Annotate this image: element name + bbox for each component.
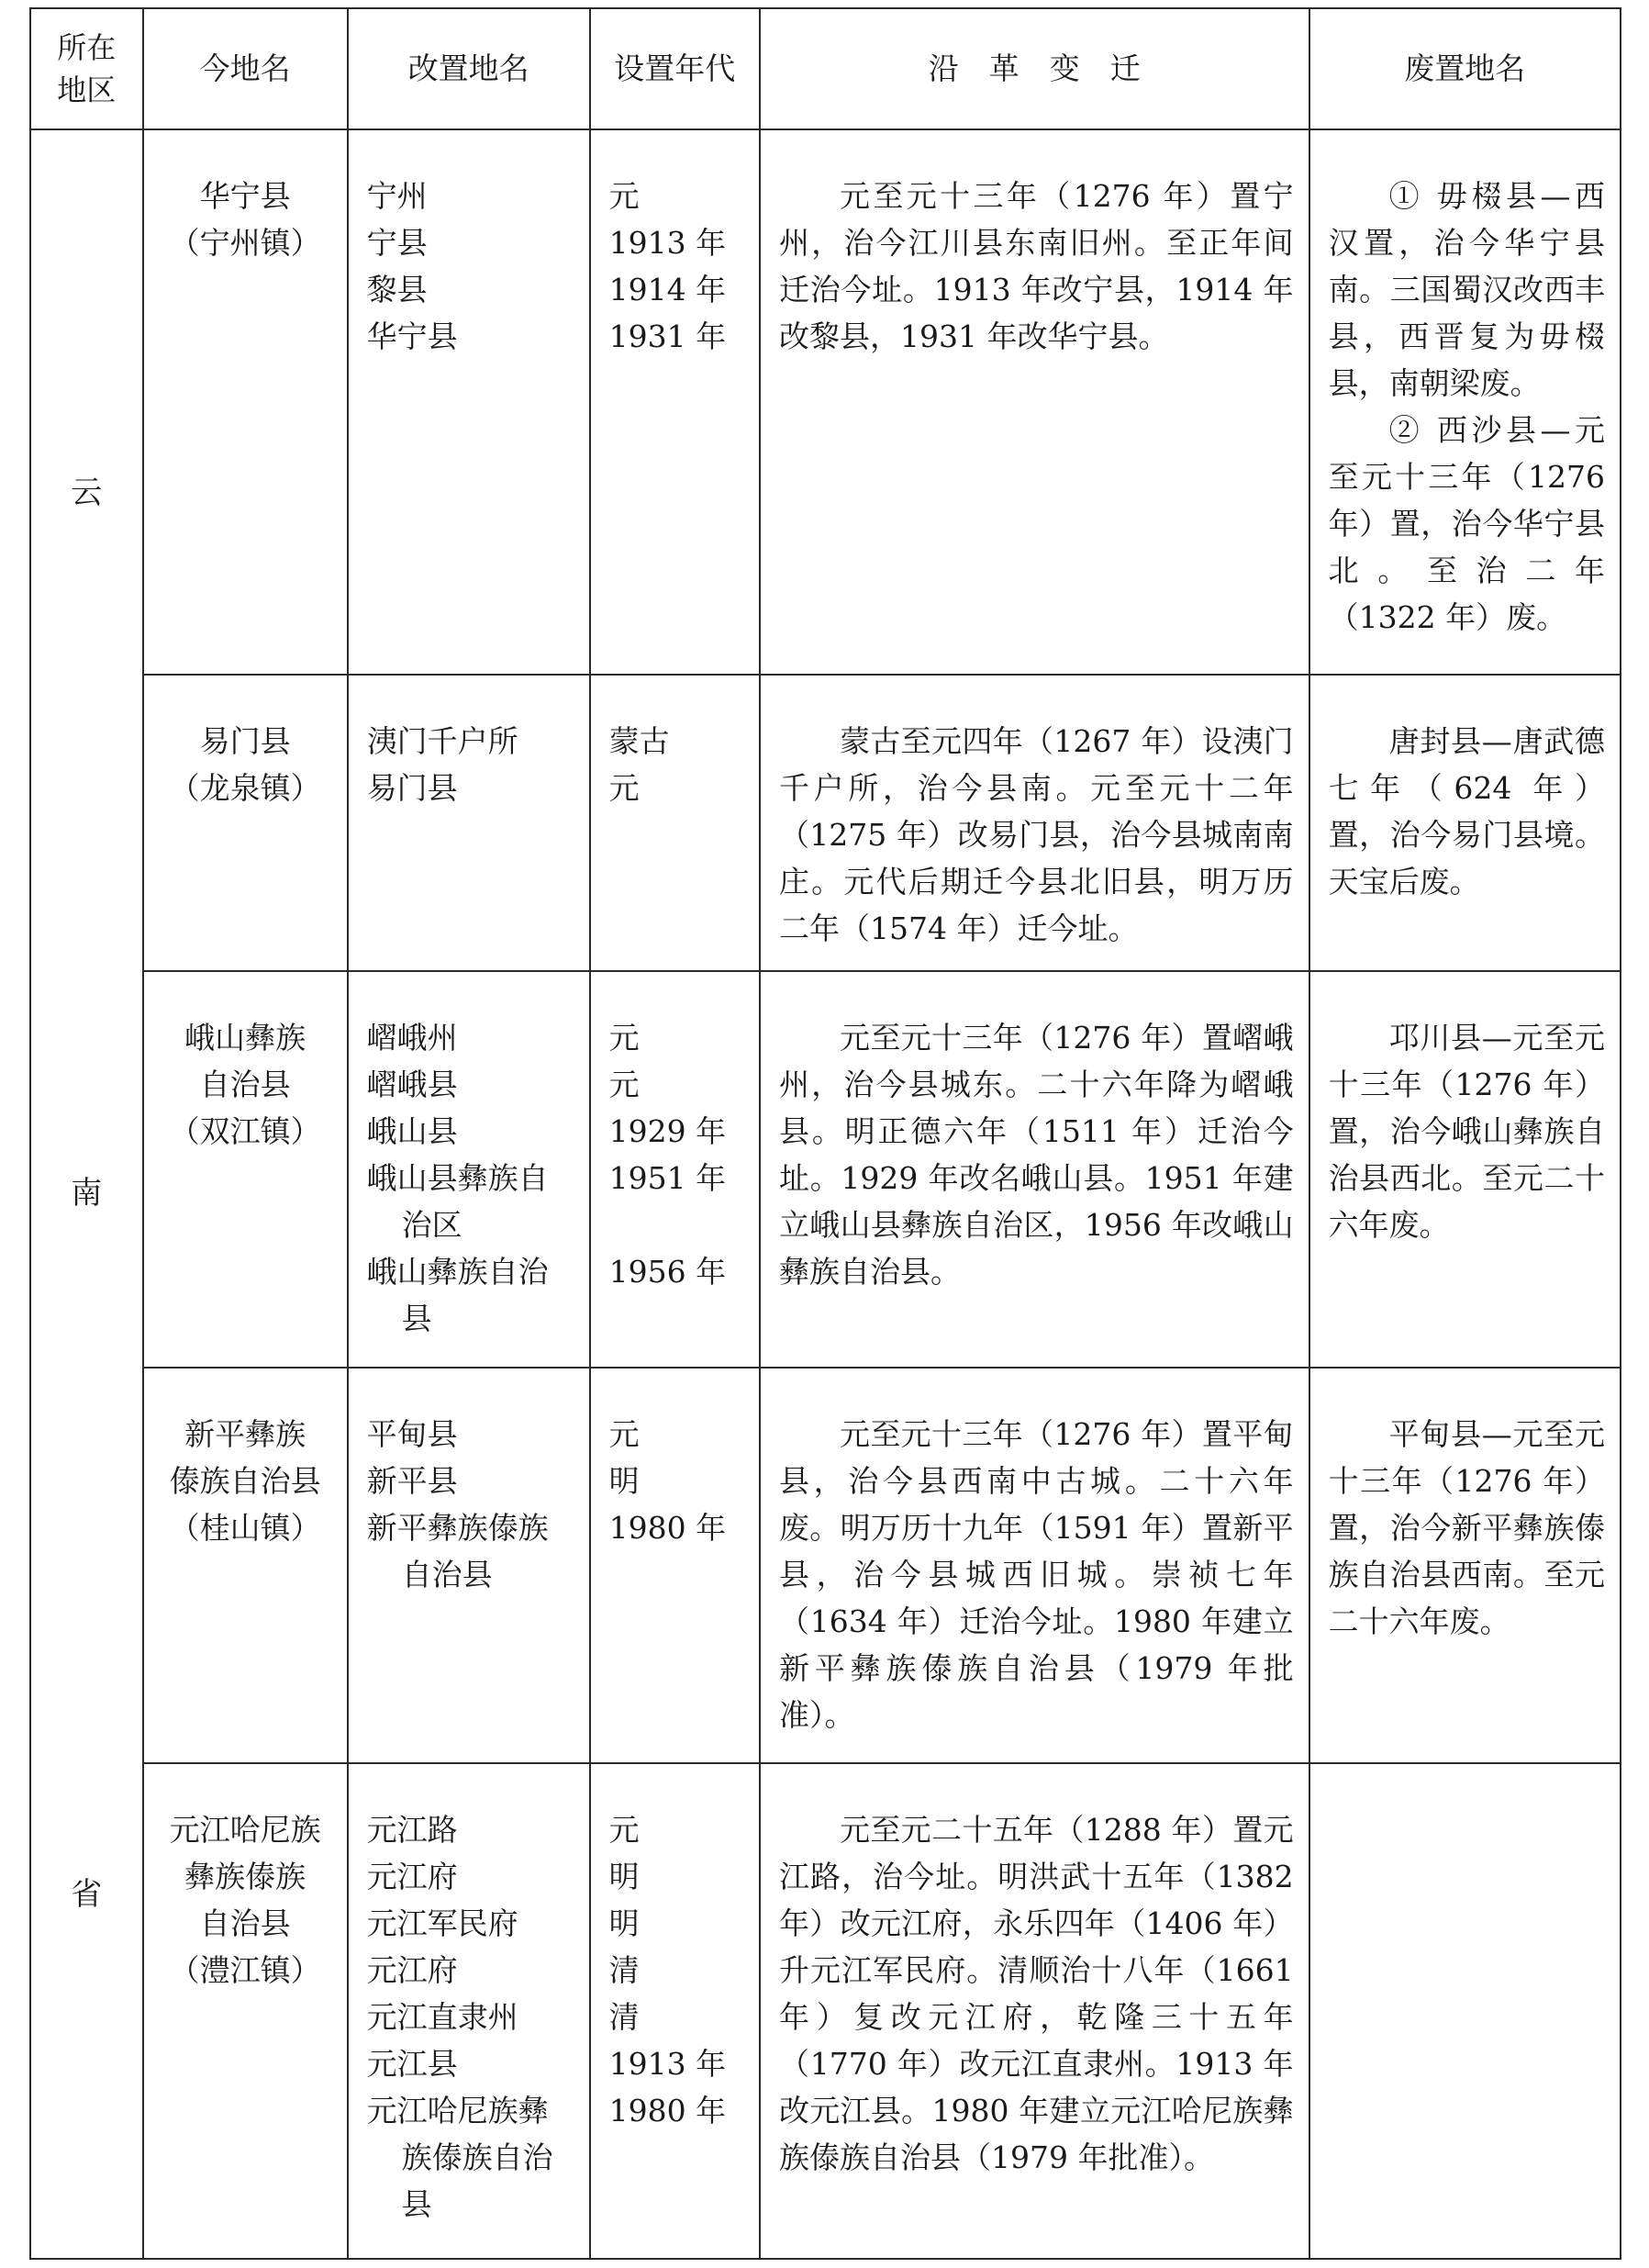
- history-text: 元至元二十五年（1288 年）置元江路，治今址。明洪武十五年（1382 年）改元江府，永乐四年（1406 年）升元江军民府。清顺治十八年（1661 年）复改元江府，乾隆三十五年（1770 年）改元江直隶州。1913 年改元江县。1980 年建立元江哈尼族彝族傣族自治县（1979 年批准）。: [778, 1811, 1294, 2175]
- renamed-cell: [348, 1763, 590, 2259]
- renamed-name: 宁县: [366, 225, 428, 261]
- header-renamed-name: 改置地名: [348, 8, 590, 129]
- table-row: [30, 1368, 1621, 1763]
- era-value: 1913 年: [608, 2045, 727, 2082]
- header-region: 所在 地区: [30, 8, 143, 129]
- abolished-cell: [1309, 971, 1621, 1367]
- renamed-name: 峨山彝族自治县: [366, 1254, 549, 1337]
- era-value: 清: [608, 1951, 640, 1988]
- abolished-entry: 邛川县—元至元十三年（1276 年）置，治今峨山彝族自治县西北。至元二十六年废。: [1328, 1020, 1605, 1244]
- era-cell: [590, 129, 760, 675]
- current-name-line: 自治县: [199, 1905, 291, 1941]
- renamed-name: 元江府: [366, 1858, 458, 1894]
- renamed-name: 元江县: [366, 2045, 458, 2082]
- current-name-line: （宁州镇）: [169, 225, 321, 261]
- current-name-line: 华宁县: [199, 178, 291, 214]
- current-name-cell: [143, 1368, 348, 1763]
- current-name-cell: [143, 675, 348, 971]
- region-char: 云: [71, 475, 103, 512]
- era-value: 元: [608, 1415, 640, 1452]
- era-value: 1929 年: [608, 1113, 727, 1150]
- era-value: 明: [608, 1858, 640, 1894]
- history-cell: [760, 1763, 1309, 2259]
- header-abolished-name: 废置地名: [1309, 8, 1621, 129]
- table-row: [30, 971, 1621, 1367]
- region-char: 省: [71, 1875, 103, 1913]
- era-value: 1931 年: [608, 318, 727, 354]
- era-value: 元: [608, 770, 640, 807]
- renamed-name: 元江军民府: [366, 1905, 518, 1941]
- header-established-era: 设置年代: [590, 8, 760, 129]
- header-row: [30, 8, 1621, 129]
- renamed-cell: [348, 129, 590, 675]
- era-value: 元: [608, 1067, 640, 1103]
- current-name-line: 峨山彝族: [184, 1020, 306, 1056]
- region-label: [31, 143, 142, 2245]
- era-value: 明: [608, 1462, 640, 1499]
- current-name-line: 自治县: [199, 1067, 291, 1103]
- region-cell: [30, 129, 143, 2259]
- current-name-cell: [143, 129, 348, 675]
- history-cell: [760, 675, 1309, 971]
- current-name-line: 彝族傣族: [184, 1858, 306, 1894]
- history-cell: [760, 1368, 1309, 1763]
- gazetteer-table: [29, 7, 1621, 2260]
- current-name-line: （桂山镇）: [169, 1509, 321, 1546]
- table-row: [30, 129, 1621, 675]
- renamed-name: 新平县: [366, 1462, 458, 1499]
- renamed-name: 新平彝族傣族自治县: [366, 1509, 549, 1592]
- renamed-name: 元江路: [366, 1811, 458, 1848]
- abolished-cell: [1309, 1763, 1621, 2259]
- header-current-name: 今地名: [143, 8, 348, 129]
- era-value: 蒙古: [608, 723, 670, 760]
- era-value: 1956 年: [608, 1254, 727, 1290]
- abolished-cell: [1309, 675, 1621, 971]
- era-value: 1951 年: [608, 1160, 727, 1197]
- era-value: 元: [608, 1020, 640, 1056]
- renamed-cell: [348, 971, 590, 1367]
- era-value: [609, 1201, 744, 1248]
- abolished-entry: ① 毋棳县—西汉置，治今华宁县南。三国蜀汉改西丰县，西晋复为毋棳县，南朝梁废。: [1328, 178, 1605, 401]
- current-name-line: （双江镇）: [169, 1113, 321, 1150]
- current-name-line: （龙泉镇）: [169, 770, 321, 807]
- abolished-entry: 平甸县—元至元十三年（1276 年）置，治今新平彝族傣族自治县西南。至元二十六年废。: [1328, 1415, 1605, 1639]
- era-value: 1980 年: [608, 1509, 727, 1546]
- renamed-name: 嶍峨州: [366, 1020, 458, 1056]
- renamed-name: 元江府: [366, 1951, 458, 1988]
- history-text: 元至元十三年（1276 年）置嶍峨州，治今县城东。二十六年降为嶍峨县。明正德六年（1511 年）迁治今址。1929 年改名峨山县。1951 年建立峨山县彝族自治区，1956 年改峨山彝族自治县。: [778, 1020, 1294, 1290]
- era-value: 1913 年: [608, 225, 727, 261]
- era-value: 元: [608, 1811, 640, 1848]
- history-text: 元至元十三年（1276 年）置平甸县，治今县西南中古城。二十六年废。明万历十九年（1591 年）置新平县，治今县城西旧城。崇祯七年（1634 年）迁治今址。1980 年建立新平彝族傣族自治县（1979 年批准）。: [778, 1415, 1294, 1733]
- renamed-name: 元江哈尼族彝族傣族自治县: [366, 2092, 553, 2222]
- region-char: 南: [71, 1175, 103, 1212]
- current-name-line: 易门县: [199, 723, 291, 760]
- abolished-entry: ② 西沙县—元至元十三年（1276 年）置，治今华宁县北。至治二年（1322 年）废。: [1328, 412, 1605, 635]
- renamed-name: 宁州: [366, 178, 428, 214]
- current-name-line: （澧江镇）: [169, 1951, 321, 1988]
- renamed-cell: [348, 1368, 590, 1763]
- era-cell: [590, 1763, 760, 2259]
- history-cell: [760, 971, 1309, 1367]
- era-value: 清: [608, 1998, 640, 2035]
- history-cell: [760, 129, 1309, 675]
- table-row: [30, 1763, 1621, 2259]
- renamed-name: 黎县: [366, 272, 428, 307]
- era-cell: [590, 1368, 760, 1763]
- era-value: 1914 年: [608, 272, 727, 307]
- renamed-name: 峨山县彝族自治区: [366, 1160, 549, 1244]
- renamed-name: 洟门千户所: [366, 723, 518, 760]
- current-name-cell: [143, 971, 348, 1367]
- era-value: 1980 年: [608, 2092, 727, 2128]
- history-text: 元至元十三年（1276 年）置宁州，治今江川县东南旧州。至正年间迁治今址。1913 年改宁县，1914 年改黎县，1931 年改华宁县。: [778, 178, 1294, 354]
- era-value: 元: [608, 178, 640, 214]
- renamed-name: 易门县: [366, 770, 458, 807]
- current-name-line: 傣族自治县: [169, 1462, 321, 1499]
- abolished-cell: [1309, 129, 1621, 675]
- current-name-line: 元江哈尼族: [169, 1811, 321, 1848]
- current-name-cell: [143, 1763, 348, 2259]
- header-history: 沿 革 变 迁: [760, 8, 1309, 129]
- abolished-entry: 唐封县—唐武德七年（624 年）置，治今易门县境。天宝后废。: [1328, 723, 1605, 900]
- era-cell: [590, 675, 760, 971]
- renamed-cell: [348, 675, 590, 971]
- table-row: [30, 675, 1621, 971]
- abolished-cell: [1309, 1368, 1621, 1763]
- renamed-name: 元江直隶州: [366, 1998, 518, 2035]
- era-cell: [590, 971, 760, 1367]
- renamed-name: 峨山县: [366, 1113, 458, 1150]
- renamed-name: 华宁县: [366, 318, 458, 354]
- renamed-name: 嶍峨县: [366, 1067, 458, 1103]
- current-name-line: 新平彝族: [184, 1415, 306, 1452]
- renamed-name: 平甸县: [366, 1415, 458, 1452]
- history-text: 蒙古至元四年（1267 年）设洟门千户所，治今县南。元至元十二年（1275 年）改易门县，治今县城南南庄。元代后期迁今县北旧县，明万历二年（1574 年）迁今址。: [778, 723, 1294, 947]
- era-value: 明: [608, 1905, 640, 1941]
